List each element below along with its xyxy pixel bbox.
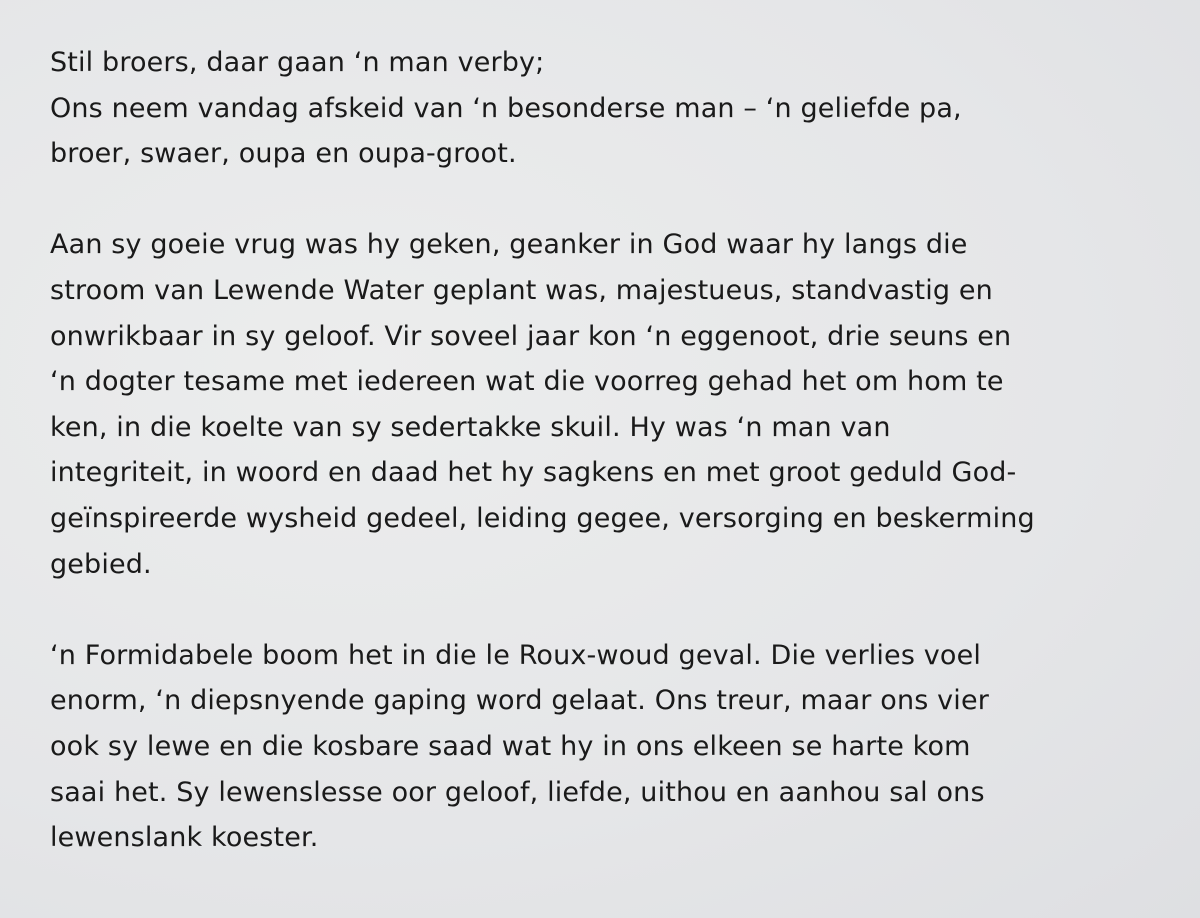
text-line: Stil broers, daar gaan ‘n man verby; <box>50 47 545 78</box>
text-line: geïnspireerde wysheid gedeel, leiding gegee, versorging en beskerming <box>50 502 1035 534</box>
paragraph-2 <box>50 222 1170 587</box>
text-line: enorm, ‘n diepsnyende gaping word gelaat. Ons treur, maar ons vier <box>50 685 989 717</box>
text-line: ken, in die koelte van sy sedertakke skuil. Hy was ‘n man van <box>50 411 891 443</box>
text-line: integriteit, in woord en daad het hy sagkens en met groot geduld God- <box>50 457 1017 489</box>
text-line: Aan sy goeie vrug was hy geken, geanker in God waar hy langs die <box>50 229 968 261</box>
text-line: ‘n Formidabele boom het in die le Roux-woud geval. Die verlies voel <box>50 639 981 671</box>
text-line: ‘n dogter tesame met iedereen wat die voorreg gehad het om hom te <box>50 366 1004 398</box>
paragraph-spacer <box>50 587 1170 633</box>
paragraph-3 <box>50 633 1170 861</box>
text-line: lewenslank koester. <box>50 822 319 854</box>
text-line: saai het. Sy lewenslesse oor geloof, liefde, uithou en aanhou sal ons <box>50 776 985 808</box>
paragraph-1 <box>50 40 1170 177</box>
text-line: stroom van Lewende Water geplant was, majestueus, standvastig en <box>50 274 993 306</box>
text-line: onwrikbaar in sy geloof. Vir soveel jaar kon ‘n eggenoot, drie seuns en <box>50 320 1012 352</box>
paragraph-spacer <box>50 177 1170 223</box>
text-line: broer, swaer, oupa en oupa-groot. <box>50 138 517 170</box>
document-text <box>50 40 1170 861</box>
text-line: ook sy lewe en die kosbare saad wat hy in ons elkeen se harte kom <box>50 730 971 762</box>
text-line: Ons neem vandag afskeid van ‘n besonderse man – ‘n geliefde pa, <box>50 92 962 124</box>
text-line: gebied. <box>50 548 152 580</box>
